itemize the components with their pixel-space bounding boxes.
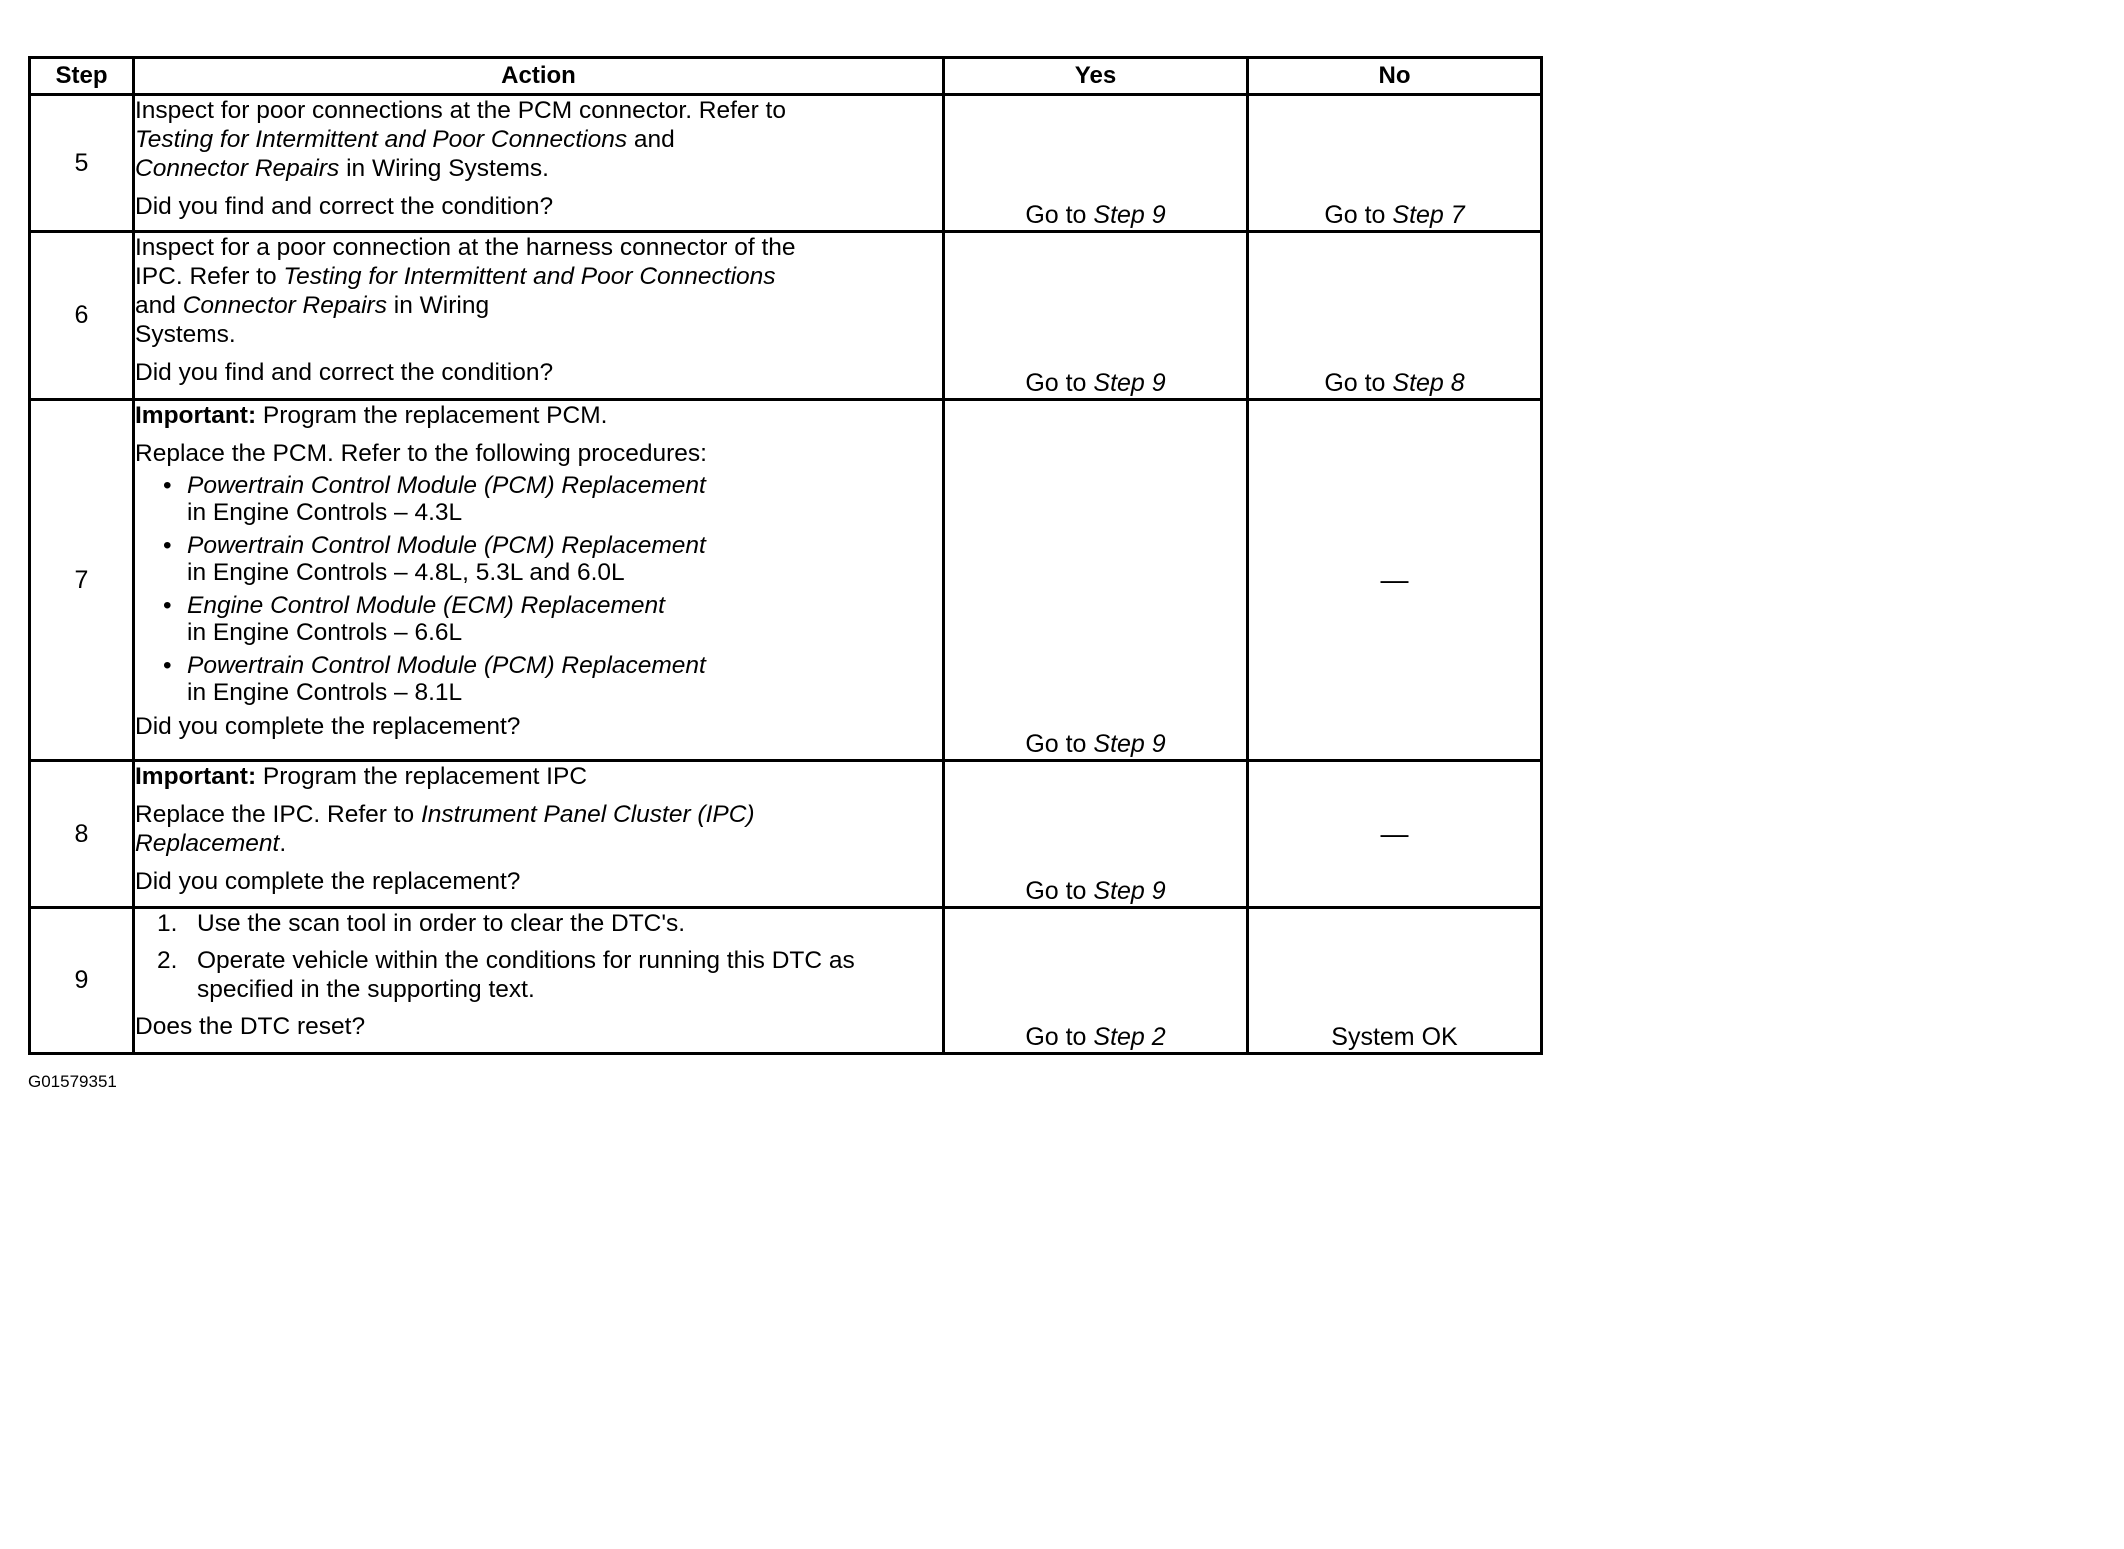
step-number: 5 [30, 95, 134, 232]
item-number: 1. [157, 910, 178, 937]
reference-link[interactable]: Instrument Panel Cluster (IPC) [420, 801, 755, 828]
list-item-text: Operate vehicle within the conditions for running this DTC as specified in the supporting text. [197, 947, 855, 1003]
step-link[interactable]: Step 9 [1093, 877, 1166, 905]
action-line: Replace the IPC. Refer to [135, 801, 421, 828]
action-line: Inspect for a poor connection at the harness connector of the [135, 234, 796, 261]
step-number: 9 [30, 908, 134, 1054]
goto-prefix: Go to [1025, 369, 1094, 397]
bullet-icon: • [163, 592, 172, 619]
header-step: Step [30, 58, 134, 95]
action-line: Systems. [135, 321, 236, 348]
step-number: 8 [30, 761, 134, 908]
figure-id: G01579351 [28, 1072, 117, 1091]
goto-prefix: Go to [1025, 877, 1094, 905]
action-line: in Wiring Systems. [339, 155, 549, 182]
step-link[interactable]: Step 9 [1093, 369, 1166, 397]
action-text [135, 96, 942, 183]
procedure-list [135, 472, 942, 706]
action-question: Did you complete the replacement? [135, 868, 521, 895]
reference-link[interactable]: Powertrain Control Module (PCM) Replacement [187, 532, 706, 559]
action-cell [134, 400, 944, 761]
action-line: . [279, 830, 287, 857]
list-item [163, 532, 942, 586]
header-action: Action [134, 58, 944, 95]
yes-result [944, 761, 1248, 908]
reference-link[interactable]: Powertrain Control Module (PCM) Replacement [187, 472, 706, 499]
list-item [157, 946, 942, 1004]
table-row [30, 95, 1542, 232]
item-number: 2. [157, 947, 178, 974]
action-question: Did you complete the replacement? [135, 713, 521, 740]
bullet-icon: • [163, 472, 172, 499]
bullet-icon: • [163, 532, 172, 559]
reference-link[interactable]: Testing for Intermittent and Poor Connections [135, 126, 628, 153]
action-cell [134, 908, 944, 1054]
list-item-text: in Engine Controls – 8.1L [187, 679, 463, 706]
no-result: — [1248, 400, 1542, 761]
step-number: 6 [30, 232, 134, 400]
step-link[interactable]: Step 8 [1392, 369, 1465, 397]
goto-prefix: Go to [1025, 730, 1094, 758]
list-item [157, 909, 942, 938]
goto-prefix: Go to [1025, 201, 1094, 229]
table-row [30, 908, 1542, 1054]
action-line: IPC. Refer to [135, 263, 284, 290]
reference-link[interactable]: Testing for Intermittent and Poor Connections [283, 263, 776, 290]
list-item [163, 652, 942, 706]
table-header-row [30, 58, 1542, 95]
important-note [135, 762, 942, 791]
list-item [163, 592, 942, 646]
action-question: Did you find and correct the condition? [135, 193, 554, 220]
action-text [135, 233, 942, 349]
yes-result [944, 400, 1248, 761]
list-item-text: in Engine Controls – 4.8L, 5.3L and 6.0L [187, 559, 625, 586]
reference-link[interactable]: Connector Repairs [135, 155, 340, 182]
list-item-text: Use the scan tool in order to clear the DTC's. [197, 910, 686, 937]
action-line: Inspect for poor connections at the PCM connector. Refer to [135, 97, 786, 124]
goto-prefix: Go to [1324, 369, 1393, 397]
action-intro: Replace the PCM. Refer to the following procedures: [135, 440, 707, 467]
reference-link[interactable]: Connector Repairs [182, 292, 387, 319]
action-cell [134, 95, 944, 232]
step-link[interactable]: Step 7 [1392, 201, 1465, 229]
yes-result [944, 232, 1248, 400]
table-row [30, 761, 1542, 908]
action-line: and [135, 292, 183, 319]
important-label: Important: [135, 402, 257, 429]
goto-prefix: Go to [1324, 201, 1393, 229]
action-line: in Wiring [386, 292, 490, 319]
yes-result [944, 908, 1248, 1054]
action-cell [134, 232, 944, 400]
list-item-text: in Engine Controls – 6.6L [187, 619, 463, 646]
table-row [30, 400, 1542, 761]
goto-prefix: Go to [1025, 1023, 1094, 1051]
action-question: Does the DTC reset? [135, 1013, 366, 1040]
important-text: Program the replacement IPC [256, 763, 588, 790]
no-result [1248, 232, 1542, 400]
yes-result [944, 95, 1248, 232]
important-text: Program the replacement PCM. [256, 402, 608, 429]
list-item-text: in Engine Controls – 4.3L [187, 499, 463, 526]
diagnostic-table [28, 56, 1543, 1055]
important-note [135, 401, 942, 430]
step-link[interactable]: Step 2 [1093, 1023, 1166, 1051]
no-result: — [1248, 761, 1542, 908]
step-number: 7 [30, 400, 134, 761]
header-no: No [1248, 58, 1542, 95]
important-label: Important: [135, 763, 257, 790]
bullet-icon: • [163, 652, 172, 679]
action-text [135, 800, 942, 858]
reference-link[interactable]: Powertrain Control Module (PCM) Replacement [187, 652, 706, 679]
reference-link[interactable]: Replacement [135, 830, 280, 857]
numbered-list [135, 909, 942, 1004]
no-result: System OK [1248, 908, 1542, 1054]
action-cell [134, 761, 944, 908]
header-yes: Yes [944, 58, 1248, 95]
step-link[interactable]: Step 9 [1093, 201, 1166, 229]
no-result [1248, 95, 1542, 232]
reference-link[interactable]: Engine Control Module (ECM) Replacement [187, 592, 665, 619]
step-link[interactable]: Step 9 [1093, 730, 1166, 758]
list-item [163, 472, 942, 526]
action-line: and [627, 126, 675, 153]
action-question: Did you find and correct the condition? [135, 359, 554, 386]
table-row [30, 232, 1542, 400]
